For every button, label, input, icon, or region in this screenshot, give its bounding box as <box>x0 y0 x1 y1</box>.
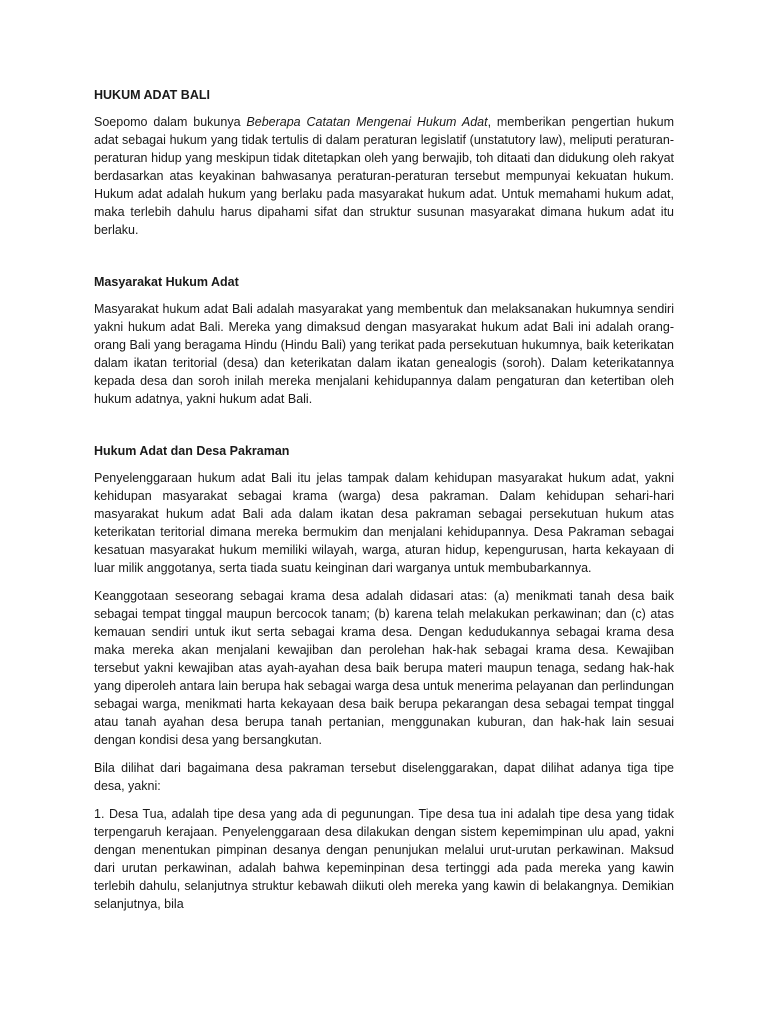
intro-text-part2: , memberikan pengertian hukum adat sebagai hukum yang tidak tertulis di dalam peraturan legislatif (unstatutory law), meliputi peraturan-peraturan hidup yang meskipun tidak ditetapkan oleh yang berwajib, toh ditaati dan didukung oleh rakyat berdasarkan atas keyakinan bahwasanya peraturan-peraturan tersebut mempunyai kekuatan hukum. Hukum adat adalah hukum yang berlaku pada masyarakat hukum adat. Untuk memahami hukum adat, maka terlebih dahulu harus dipahami sifat dan struktur susunan masyarakat dimana hukum adat itu berlaku. <box>94 115 675 237</box>
paragraph-masyarakat-1: Masyarakat hukum adat Bali adalah masyarakat yang membentuk dan melaksanakan hukumnya sendiri yakni hukum adat Bali. Mereka yang dimaksud dengan masyarakat hukum adat Bali ini adalah orang-orang Bali yang beragama Hindu (Hindu Bali) yang terikat pada persekutuan hukumnya, baik keterikatan dalam ikatan teritorial (desa) dan keterikatan dalam ikatan genealogis (soroh). Dalam keterikatannya kepada desa dan soroh inilah mereka menjalani kehidupannya dalam pengaturan dan ketertiban oleh hukum adatnya, yakni hukum adat Bali. <box>94 302 674 406</box>
section-spacer <box>94 249 674 273</box>
document-title: HUKUM ADAT BALI <box>94 88 210 102</box>
section-spacer <box>94 418 674 442</box>
document-page <box>94 86 674 923</box>
intro-book-title: Beberapa Catatan Mengenai Hukum Adat <box>246 115 488 129</box>
intro-paragraph <box>94 113 674 239</box>
paragraph-desa-pakraman-1: Penyelenggaraan hukum adat Bali itu jelas tampak dalam kehidupan masyarakat hukum adat, yakni kehidupan masyarakat sebagai krama (warga) desa pakraman. Dalam kehidupan sehari-hari masyarakat hukum adat Bali ada dalam ikatan desa pakraman sebagai persekutuan hukum atas keterikatan teritorial dimana mereka bermukim dan menjalani kehidupannya. Desa Pakraman sebagai kesatuan masyarakat hukum memiliki wilayah, warga, aturan hidup, kepengurusan, harta kekayaan di luar milik anggotanya, serta tiada suatu keinginan dari warganya untuk membubarkannya. <box>94 471 674 575</box>
paragraph-desa-pakraman-2: Keanggotaan seseorang sebagai krama desa adalah didasari atas: (a) menikmati tanah desa baik sebagai tempat tinggal maupun bercocok tanam; (b) karena telah melakukan perkawinan; dan (c) atas kemauan sendiri untuk ikut serta sebagai krama desa. Dengan kedudukannya sebagai krama desa maka mereka akan menjalani kewajiban dan perolehan hak-hak sebagai krama desa. Kewajiban tersebut yakni kewajiban atas ayah-ayahan desa baik berupa materi maupun tenaga, sedang hak-hak yang diperoleh antara lain berupa hak sebagai warga desa untuk menerima pelayanan dan perlindungan sebagai warga, menikmati harta kekayaan desa baik berupa pekarangan desa sebagai tempat tinggal atau tanah ayahan desa berupa tanah pertanian, menggunakan kuburan, dan hak-hak lain sesuai dengan kondisi desa yang bersangkutan. <box>94 589 674 747</box>
section-heading-masyarakat: Masyarakat Hukum Adat <box>94 275 239 289</box>
paragraph-desa-pakraman-4: 1. Desa Tua, adalah tipe desa yang ada di pegunungan. Tipe desa tua ini adalah tipe desa yang tidak terpengaruh kerajaan. Penyelenggaraan desa dilakukan dengan sistem kepemimpinan ulu apad, yakni dengan menentukan pimpinan desanya dengan penunjukan melalui urut-urutan perkawinan. Maksud dari urutan perkawinan, adalah bahwa kepeminpinan desa tertinggi ada pada mereka yang kawin terlebih dahulu, selanjutnya struktur kebawah diikuti oleh mereka yang kawin di belakangnya. Demikian selanjutnya, bila <box>94 807 674 911</box>
paragraph-desa-pakraman-3: Bila dilihat dari bagaimana desa pakraman tersebut diselenggarakan, dapat dilihat adanya tiga tipe desa, yakni: <box>94 761 674 793</box>
intro-text-part1: Soepomo dalam bukunya <box>94 115 247 129</box>
section-heading-desa-pakraman: Hukum Adat dan Desa Pakraman <box>94 444 290 458</box>
